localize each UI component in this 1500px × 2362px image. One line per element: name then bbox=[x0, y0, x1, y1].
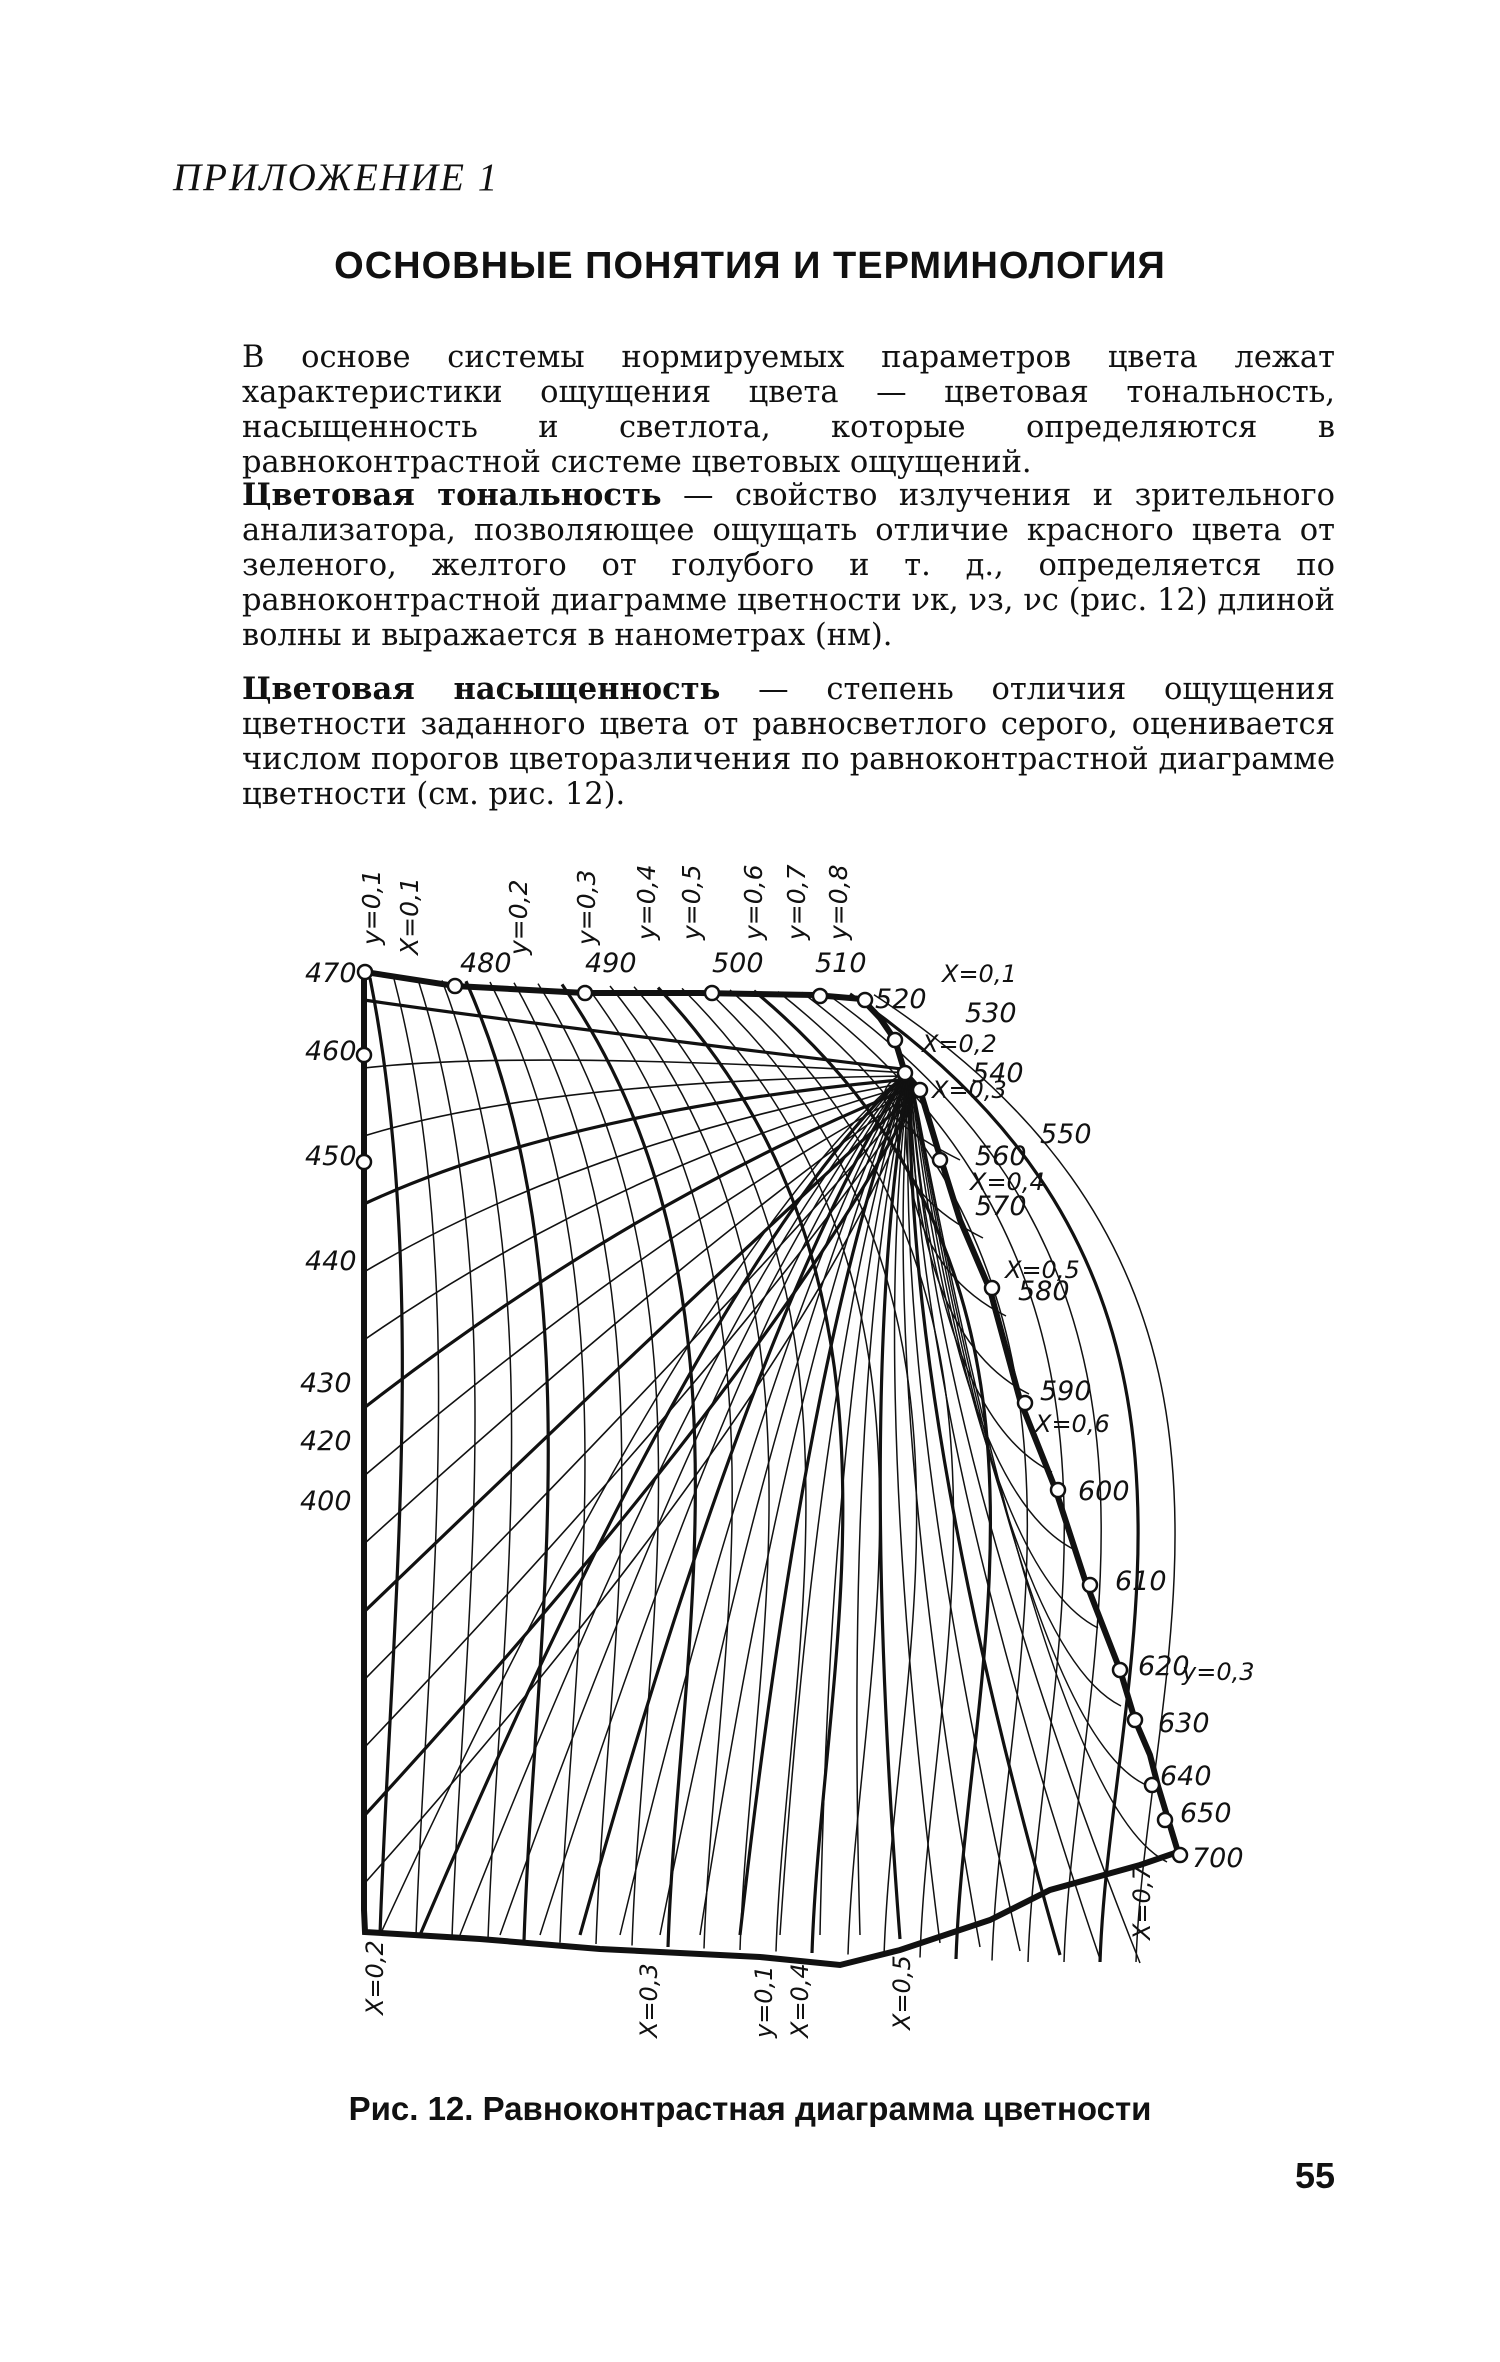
wl-490: 490 bbox=[585, 948, 637, 979]
label-bottom-x02: X=0,2 bbox=[361, 1940, 389, 2015]
paragraph-hue bbox=[242, 478, 1335, 653]
grid-curve-a bbox=[364, 1109, 910, 1884]
wl-400: 400 bbox=[300, 1486, 352, 1517]
wl-600: 600 bbox=[1078, 1476, 1130, 1507]
wl-420: 420 bbox=[300, 1426, 352, 1457]
wl-630: 630 bbox=[1158, 1708, 1210, 1739]
wl-650: 650 bbox=[1180, 1798, 1232, 1829]
paragraph-intro: В основе системы нормируемых параметров цвета лежат характеристики ощущения цвета — цветовая тональность, насыщенность и светлота, которые определяются в равноконтрастной системе цветовых ощущений. bbox=[242, 340, 1335, 480]
grid-curve-c bbox=[820, 1070, 910, 1935]
paragraph-saturation bbox=[242, 672, 1335, 812]
wavelength-marker bbox=[1083, 1578, 1097, 1592]
label-right-x01: X=0,1 bbox=[942, 960, 1017, 988]
label-top-y07: y=0,7 bbox=[782, 864, 811, 940]
label-top-y04: y=0,4 bbox=[632, 864, 661, 940]
wl-480: 480 bbox=[460, 948, 512, 979]
wavelength-marker bbox=[1158, 1813, 1172, 1827]
chromaticity-diagram bbox=[0, 860, 1500, 2070]
label-bottom-x05: X=0,5 bbox=[888, 1955, 916, 2030]
diagram-svg bbox=[0, 860, 1500, 2070]
wavelength-marker bbox=[448, 979, 462, 993]
wl-430: 430 bbox=[300, 1368, 352, 1399]
wavelength-marker bbox=[1051, 1483, 1065, 1497]
label-top-y02: y=0,2 bbox=[504, 879, 533, 955]
term-saturation: Цветовая насыщенность bbox=[242, 671, 721, 707]
page-title: ОСНОВНЫЕ ПОНЯТИЯ И ТЕРМИНОЛОГИЯ bbox=[334, 245, 1166, 287]
wl-550: 550 bbox=[1040, 1119, 1092, 1150]
grid-curve-c bbox=[857, 1070, 910, 1935]
wl-700: 700 bbox=[1192, 1843, 1244, 1874]
definition-hue: — свойство излучения и зрительного анализатора, позволяющее ощущать отличие красного цвета от зеленого, желтого от голубого и т. д., определяется по равноконтрастной диаграмме цветности νк, νз, νс (рис. 12) длиной волны и выражается в нанометрах (нм). bbox=[242, 478, 1335, 653]
wavelength-marker bbox=[357, 1155, 371, 1169]
grid-curve-c bbox=[500, 1070, 910, 1935]
grid-curve-b bbox=[490, 982, 585, 1943]
wl-590: 590 bbox=[1040, 1376, 1092, 1407]
grid-curve-c bbox=[660, 1070, 910, 1935]
label-right-y03: y=0,3 bbox=[1182, 1658, 1255, 1686]
label-top-y06: y=0,6 bbox=[739, 864, 768, 940]
grid-curve-b bbox=[466, 981, 548, 1941]
label-top-x01: X=0,1 bbox=[395, 877, 424, 955]
wavelength-marker bbox=[578, 986, 592, 1000]
label-top-y03: y=0,3 bbox=[572, 869, 601, 945]
wl-440: 440 bbox=[305, 1246, 357, 1277]
wl-610: 610 bbox=[1115, 1566, 1167, 1597]
grid-curve-b bbox=[610, 986, 769, 1950]
wl-530: 530 bbox=[965, 998, 1017, 1029]
label-bottom-x04: X=0,4 bbox=[786, 1963, 814, 2038]
page-number: 55 bbox=[1295, 2155, 1336, 2196]
wl-520: 520 bbox=[875, 984, 927, 1015]
wl-620: 620 bbox=[1138, 1651, 1190, 1682]
wavelength-marker bbox=[357, 1048, 371, 1062]
definition-saturation: — степень отличия ощущения цветности заданного цвета от равносветлого серого, оценивается числом порогов цветоразличения по равноконтрастной диаграмме цветности (см. рис. 12). bbox=[242, 672, 1335, 812]
wavelength-marker bbox=[1018, 1396, 1032, 1410]
label-top-y01: y=0,1 bbox=[357, 869, 386, 945]
wl-450: 450 bbox=[305, 1141, 357, 1172]
appendix-label: ПРИЛОЖЕНИЕ 1 bbox=[173, 156, 500, 199]
label-right-x06: X=0,6 bbox=[1035, 1410, 1110, 1438]
wavelength-marker bbox=[1113, 1663, 1127, 1677]
wavelength-marker bbox=[358, 965, 372, 979]
wl-580: 580 bbox=[1018, 1276, 1070, 1307]
wavelength-marker bbox=[1145, 1778, 1159, 1792]
label-top-y08: y=0,8 bbox=[824, 864, 853, 940]
label-bottom-y01: y=0,1 bbox=[750, 1965, 778, 2038]
wl-540: 540 bbox=[972, 1058, 1024, 1089]
label-right-x04: X=0,4 bbox=[970, 1168, 1045, 1196]
wavelength-marker bbox=[913, 1083, 927, 1097]
label-right-x02: X=0,2 bbox=[922, 1030, 997, 1058]
wl-560: 560 bbox=[975, 1141, 1027, 1172]
wl-570: 570 bbox=[975, 1191, 1027, 1222]
label-bottom-x03: X=0,3 bbox=[635, 1963, 663, 2038]
figure-caption: Рис. 12. Равноконтрастная диаграмма цветности bbox=[348, 2090, 1152, 2127]
label-right-x05: X=0,5 bbox=[1005, 1256, 1080, 1284]
wavelength-marker bbox=[858, 993, 872, 1007]
wavelength-marker bbox=[1173, 1848, 1187, 1862]
label-bottom-x07: X=0,7 bbox=[1128, 1865, 1156, 1940]
wavelength-marker bbox=[985, 1281, 999, 1295]
label-right-x03: X=0,3 bbox=[932, 1076, 1007, 1104]
wavelength-marker bbox=[813, 989, 827, 1003]
wavelength-marker bbox=[1128, 1713, 1142, 1727]
wl-460: 460 bbox=[305, 1036, 357, 1067]
wl-640: 640 bbox=[1160, 1761, 1212, 1792]
wl-470: 470 bbox=[305, 958, 357, 989]
wavelength-marker bbox=[933, 1153, 947, 1167]
grid-curve-a bbox=[364, 1091, 910, 1476]
wavelength-marker bbox=[705, 986, 719, 1000]
wl-500: 500 bbox=[712, 948, 764, 979]
wavelength-marker bbox=[888, 1033, 902, 1047]
grid-curve-a bbox=[364, 1100, 910, 1680]
term-hue: Цветовая тональность bbox=[242, 477, 662, 513]
label-top-y05: y=0,5 bbox=[677, 864, 706, 940]
wavelength-marker bbox=[898, 1066, 912, 1080]
wl-510: 510 bbox=[815, 948, 867, 979]
